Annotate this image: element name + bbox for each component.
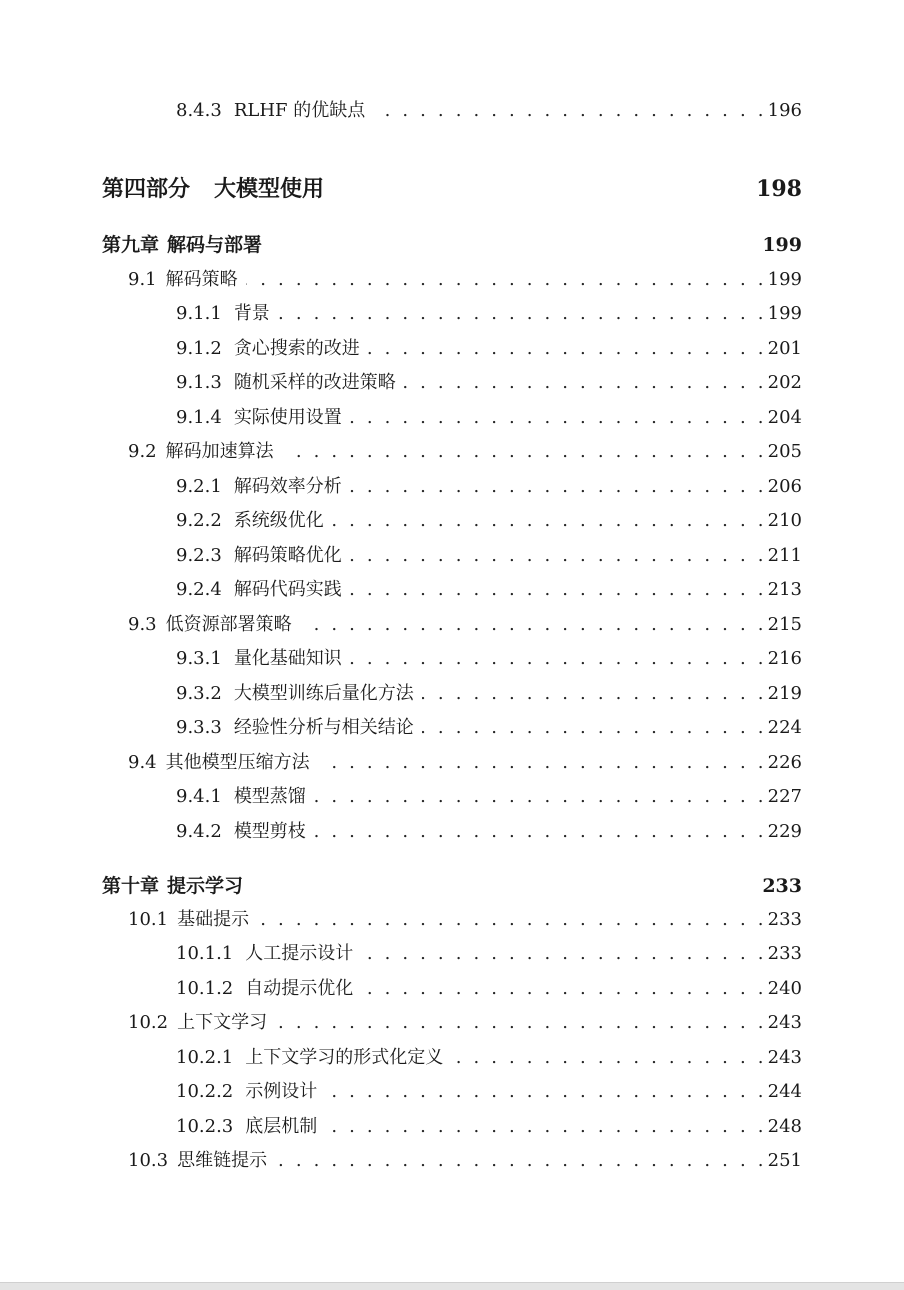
toc-number: 9.1 bbox=[128, 269, 157, 290]
part-label: 第四部分 bbox=[102, 176, 191, 202]
toc-subsection-9-4-2[interactable] bbox=[176, 818, 802, 846]
toc-section-10-1[interactable] bbox=[128, 906, 802, 934]
dot-leader bbox=[361, 940, 763, 968]
toc-title: 自动提示优化 bbox=[245, 978, 354, 999]
dot-leader bbox=[275, 1147, 764, 1175]
dot-leader bbox=[275, 1009, 764, 1037]
toc-title: 背景 bbox=[233, 303, 270, 324]
toc-page-number: 244 bbox=[767, 1081, 802, 1102]
dot-leader bbox=[350, 576, 764, 604]
chapter-title: 提示学习 bbox=[167, 875, 244, 897]
toc-number: 9.1.3 bbox=[176, 372, 222, 393]
chapter-page-number: 199 bbox=[762, 234, 802, 256]
toc-title: 贪心搜索的改进 bbox=[233, 338, 360, 359]
toc-title: 上下文学习的形式化定义 bbox=[245, 1047, 444, 1068]
toc-page-number: 226 bbox=[767, 752, 802, 773]
toc-page-number: 248 bbox=[767, 1116, 802, 1137]
chapter-page-number: 233 bbox=[762, 875, 802, 897]
toc-number: 10.1.1 bbox=[176, 943, 234, 964]
toc-subsection-10-2-1[interactable] bbox=[176, 1044, 802, 1072]
toc-number: 9.2 bbox=[128, 441, 157, 462]
toc-number: 9.3.2 bbox=[176, 683, 222, 704]
toc-title: 解码加速算法 bbox=[165, 441, 274, 462]
toc-subsection-9-2-1[interactable] bbox=[176, 473, 802, 501]
chapter-heading bbox=[102, 871, 243, 901]
toc-number: 9.2.1 bbox=[176, 476, 222, 497]
toc-title: 底层机制 bbox=[245, 1116, 318, 1137]
toc-number: 10.2 bbox=[128, 1012, 169, 1033]
toc-page-number: 196 bbox=[767, 100, 802, 121]
toc-page-number: 199 bbox=[767, 269, 802, 290]
toc-number: 9.2.4 bbox=[176, 579, 222, 600]
toc-title: RLHF 的优缺点 bbox=[233, 100, 366, 121]
toc-title: 低资源部署策略 bbox=[165, 614, 292, 635]
toc-number: 8.4.3 bbox=[176, 100, 222, 121]
toc-number: 9.2.3 bbox=[176, 545, 222, 566]
toc-number: 9.1.4 bbox=[176, 407, 222, 428]
part-title: 大模型使用 bbox=[214, 176, 325, 202]
dot-leader bbox=[404, 369, 764, 397]
toc-subsection-10-2-2[interactable] bbox=[176, 1078, 802, 1106]
toc-page-number: 211 bbox=[767, 545, 802, 566]
toc-number: 10.1 bbox=[128, 909, 169, 930]
toc-page-number: 233 bbox=[767, 943, 802, 964]
toc-page-number: 199 bbox=[767, 303, 802, 324]
toc-section-10-2[interactable] bbox=[128, 1009, 802, 1037]
toc-part-4[interactable] bbox=[102, 172, 802, 206]
toc-subsection-10-1-1[interactable] bbox=[176, 940, 802, 968]
dot-leader bbox=[422, 714, 764, 742]
toc-title: 经验性分析与相关结论 bbox=[233, 717, 414, 738]
toc-subsection-9-3-3[interactable] bbox=[176, 714, 802, 742]
toc-subsection-9-3-2[interactable] bbox=[176, 680, 802, 708]
toc-page-number: 206 bbox=[767, 476, 802, 497]
toc-number: 9.4.1 bbox=[176, 786, 222, 807]
dot-leader bbox=[325, 1078, 763, 1106]
toc-number: 9.2.2 bbox=[176, 510, 222, 531]
dot-leader bbox=[300, 611, 764, 639]
toc-page-number: 227 bbox=[767, 786, 802, 807]
toc-page-number: 251 bbox=[767, 1150, 802, 1171]
toc-title: 模型蒸馏 bbox=[233, 786, 306, 807]
toc-title: 基础提示 bbox=[177, 909, 250, 930]
chapter-title: 解码与部署 bbox=[167, 234, 263, 256]
toc-title: 解码策略 bbox=[165, 269, 238, 290]
toc-title: 随机采样的改进策略 bbox=[233, 372, 396, 393]
toc-page-number: 205 bbox=[767, 441, 802, 462]
toc-title: 系统级优化 bbox=[233, 510, 324, 531]
toc-title: 解码策略优化 bbox=[233, 545, 342, 566]
chapter-label: 第十章 bbox=[102, 875, 160, 897]
toc-title: 上下文学习 bbox=[177, 1012, 268, 1033]
toc-page-number: 202 bbox=[767, 372, 802, 393]
toc-subsection-9-1-1[interactable] bbox=[176, 300, 802, 328]
toc-subsection-9-4-1[interactable] bbox=[176, 783, 802, 811]
dot-leader bbox=[350, 645, 764, 673]
toc-subsection-8-4-3[interactable] bbox=[176, 97, 802, 125]
toc-page-number: 216 bbox=[767, 648, 802, 669]
dot-leader bbox=[373, 97, 763, 125]
toc-subsection-9-2-3[interactable] bbox=[176, 542, 802, 570]
toc-number: 9.3 bbox=[128, 614, 157, 635]
dot-leader bbox=[278, 300, 764, 328]
toc-subsection-9-1-2[interactable] bbox=[176, 335, 802, 363]
toc-page-number: 243 bbox=[767, 1047, 802, 1068]
chapter-label: 第九章 bbox=[102, 234, 160, 256]
part-heading bbox=[102, 172, 324, 206]
dot-leader bbox=[350, 473, 764, 501]
toc-page-number: 233 bbox=[767, 909, 802, 930]
toc-page-number: 243 bbox=[767, 1012, 802, 1033]
toc-page-number: 213 bbox=[767, 579, 802, 600]
dot-leader bbox=[350, 404, 764, 432]
toc-number: 9.4.2 bbox=[176, 821, 222, 842]
dot-leader bbox=[314, 783, 764, 811]
dot-leader bbox=[325, 1113, 763, 1141]
toc-section-10-3[interactable] bbox=[128, 1147, 802, 1175]
toc-number: 9.3.1 bbox=[176, 648, 222, 669]
toc-number: 10.2.2 bbox=[176, 1081, 234, 1102]
dot-leader bbox=[451, 1044, 763, 1072]
toc-subsection-9-2-2[interactable] bbox=[176, 507, 802, 535]
toc-page-number: 229 bbox=[767, 821, 802, 842]
toc-page-number: 201 bbox=[767, 338, 802, 359]
toc-title: 模型剪枝 bbox=[233, 821, 306, 842]
toc-page-number: 210 bbox=[767, 510, 802, 531]
toc-title: 思维链提示 bbox=[177, 1150, 268, 1171]
toc-section-9-4[interactable] bbox=[128, 749, 802, 777]
toc-number: 9.1.2 bbox=[176, 338, 222, 359]
toc-page-number: 219 bbox=[767, 683, 802, 704]
toc-title: 人工提示设计 bbox=[245, 943, 354, 964]
dot-leader bbox=[350, 542, 764, 570]
toc-title: 其他模型压缩方法 bbox=[165, 752, 310, 773]
toc-number: 9.1.1 bbox=[176, 303, 222, 324]
dot-leader bbox=[422, 680, 764, 708]
chapter-heading bbox=[102, 230, 262, 260]
toc-section-9-1[interactable] bbox=[128, 266, 802, 294]
toc-chapter-9[interactable] bbox=[102, 230, 802, 260]
dot-leader bbox=[246, 266, 764, 294]
toc-title: 解码代码实践 bbox=[233, 579, 342, 600]
toc-subsection-10-1-2[interactable] bbox=[176, 975, 802, 1003]
toc-subsection-9-2-4[interactable] bbox=[176, 576, 802, 604]
toc-page-number: 240 bbox=[767, 978, 802, 999]
dot-leader bbox=[257, 906, 764, 934]
dot-leader bbox=[314, 818, 764, 846]
dot-leader bbox=[318, 749, 764, 777]
toc-section-9-3[interactable] bbox=[128, 611, 802, 639]
toc-title: 量化基础知识 bbox=[233, 648, 342, 669]
dot-leader bbox=[361, 975, 763, 1003]
toc-number: 10.3 bbox=[128, 1150, 169, 1171]
toc-page-number: 215 bbox=[767, 614, 802, 635]
toc-number: 9.4 bbox=[128, 752, 157, 773]
toc-section-9-2[interactable] bbox=[128, 438, 802, 466]
toc-number: 9.3.3 bbox=[176, 717, 222, 738]
toc-subsection-9-3-1[interactable] bbox=[176, 645, 802, 673]
toc-title: 解码效率分析 bbox=[233, 476, 342, 497]
toc-subsection-9-1-4[interactable] bbox=[176, 404, 802, 432]
part-page-number: 198 bbox=[756, 176, 802, 202]
dot-leader bbox=[282, 438, 764, 466]
toc-title: 实际使用设置 bbox=[233, 407, 342, 428]
toc-number: 10.2.3 bbox=[176, 1116, 234, 1137]
toc-page-number: 204 bbox=[767, 407, 802, 428]
toc-page-number: 224 bbox=[767, 717, 802, 738]
toc-subsection-10-2-3[interactable] bbox=[176, 1113, 802, 1141]
toc-number: 10.2.1 bbox=[176, 1047, 234, 1068]
dot-leader bbox=[368, 335, 764, 363]
toc-title: 示例设计 bbox=[245, 1081, 318, 1102]
toc-number: 10.1.2 bbox=[176, 978, 234, 999]
toc-title: 大模型训练后量化方法 bbox=[233, 683, 414, 704]
toc-chapter-10[interactable] bbox=[102, 871, 802, 901]
dot-leader bbox=[332, 507, 764, 535]
toc-subsection-9-1-3[interactable] bbox=[176, 369, 802, 397]
